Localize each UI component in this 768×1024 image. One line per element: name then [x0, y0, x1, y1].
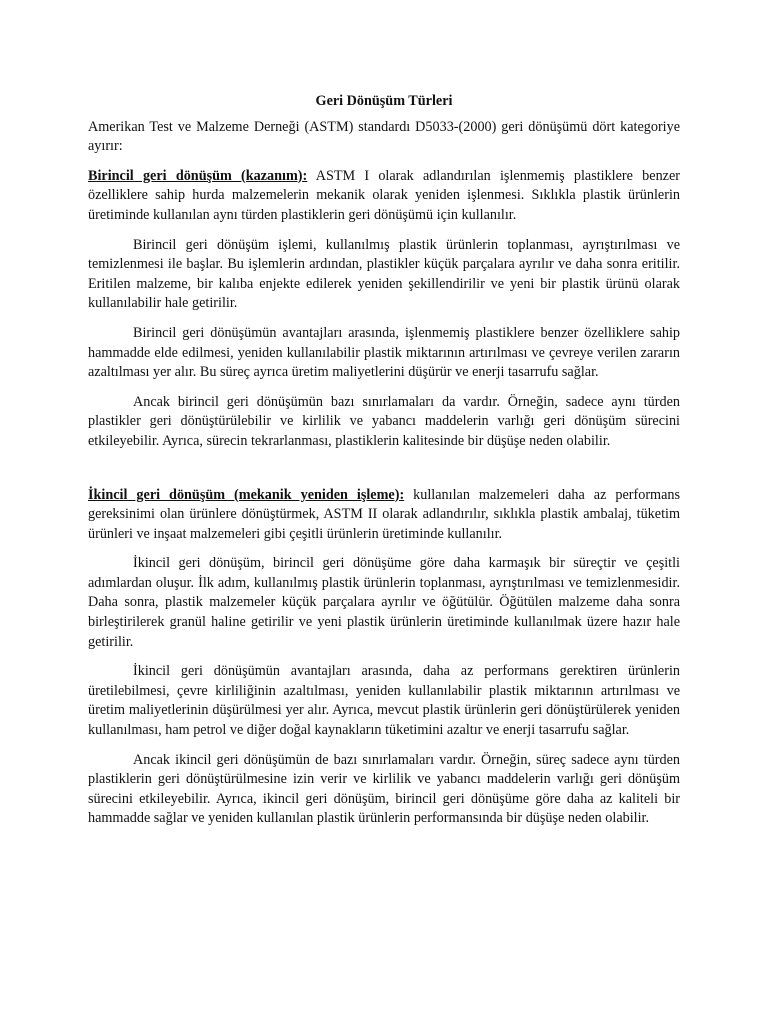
primary-paragraph-advantages: Birincil geri dönüşümün avantajları arasında, işlenmemiş plastiklere benzer özelliklere sahip hammadde elde edilmesi, yeniden kullanılabilir plastik miktarının artırılması ve çevreye verilen zararın azaltılması yer alır. Bu süreç ayrıca üretim maliyetlerini düşürür ve enerji tasarrufu sağlar.: [88, 324, 680, 381]
secondary-paragraph-limitations: Ancak ikincil geri dönüşümün de bazı sınırlamaları vardır. Örneğin, süreç sadece aynı türden plastiklerin geri dönüştürülmesine izin verir ve kirlilik ve yabancı maddelerin varlığı geri dönüşüm sürecini etkileyebilir. Ayrıca, ikincil geri dönüşüm, birincil geri dönüşüme göre daha az kaliteli bir hammadde sağlar ve yeniden kullanılan plastik ürünlerin performansında bir düşüşe neden olabilir.: [88, 751, 680, 827]
primary-definition-text: ASTM I olarak adlandırılan işlenmemiş plastiklere benzer özelliklere sahip hurda malzemelerin mekanik olarak yeniden işlenmesi. Sıklıkla plastik ürünlerin üretiminde kullanılan aynı türden plastiklerin geri dönüşümü için kullanılır.: [88, 167, 680, 223]
secondary-paragraph-advantages: İkincil geri dönüşümün avantajları arasında, daha az performans gerektiren ürünlerin üretilebilmesi, çevre kirliliğinin azaltılması, yeniden kullanılabilir plastik miktarının artırılması ve üretim maliyetlerinin düşürülmesi yer alır. Ayrıca, mevcut plastik ürünlerin geri dönüştürülerek yeniden kullanılması, ham petrol ve diğer doğal kaynakların tüketimini azaltır ve enerji tasarrufu sağlar.: [88, 663, 680, 739]
secondary-paragraph-process: İkincil geri dönüşüm, birincil geri dönüşüme göre daha karmaşık bir süreçtir ve çeşitli adımlardan oluşur. İlk adım, kullanılmış plastik ürünlerin toplanması, ayrıştırılması ve temizlenmesidir. Daha sonra, plastik malzemeler küçük parçalara ayrılır ve öğütülür. Öğütülen malzeme daha sonra birleştirilerek granül haline getirilir ve yeni plastik ürünlerin üretiminde kullanılmak üzere hazır hale getirilir.: [88, 555, 680, 650]
secondary-definition-paragraph: [88, 486, 680, 545]
primary-paragraph-limitations: Ancak birincil geri dönüşümün bazı sınırlamaları da vardır. Örneğin, sadece aynı türden plastikler geri dönüştürülebilir ve kirlilik ve yabancı maddelerin varlığı geri dönüşüm sürecini etkileyebilir. Ayrıca, sürecin tekrarlanması, plastiklerin kalitesinde bir düşüşe neden olabilir.: [88, 393, 680, 449]
primary-heading: Birincil geri dönüşüm (kazanım):: [88, 167, 308, 184]
secondary-definition-text: kullanılan malzemeleri daha az performans gereksinimi olan ürünlere dönüştürmek, ASTM II olarak adlandırılır, sıklıkla plastik ambalaj, tüketim ürünleri ve inşaat malzemeleri gibi çeşitli ürünlerin üretiminde kullanılır.: [88, 486, 680, 542]
primary-paragraph-process: Birincil geri dönüşüm işlemi, kullanılmış plastik ürünlerin toplanması, ayrıştırılması ve temizlenmesi ile başlar. Bu işlemlerin ardından, plastikler küçük parçalara ayrılır ve daha sonra eritilir. Eritilen malzeme, bir kalıba enjekte edilerek yeniden şekillendirilir ve yeni bir plastik ürünü olarak kullanılabilir hale getirilir.: [88, 236, 680, 312]
primary-definition-paragraph: [88, 167, 680, 226]
intro-paragraph: Amerikan Test ve Malzeme Derneği (ASTM) standardı D5033-(2000) geri dönüşümü dört kategoriye ayırır:: [88, 118, 680, 155]
secondary-heading: İkincil geri dönüşüm (mekanik yeniden işleme):: [88, 486, 405, 503]
document-page: [88, 92, 680, 839]
section-spacer: [88, 462, 680, 486]
document-title: Geri Dönüşüm Türleri: [315, 93, 453, 109]
